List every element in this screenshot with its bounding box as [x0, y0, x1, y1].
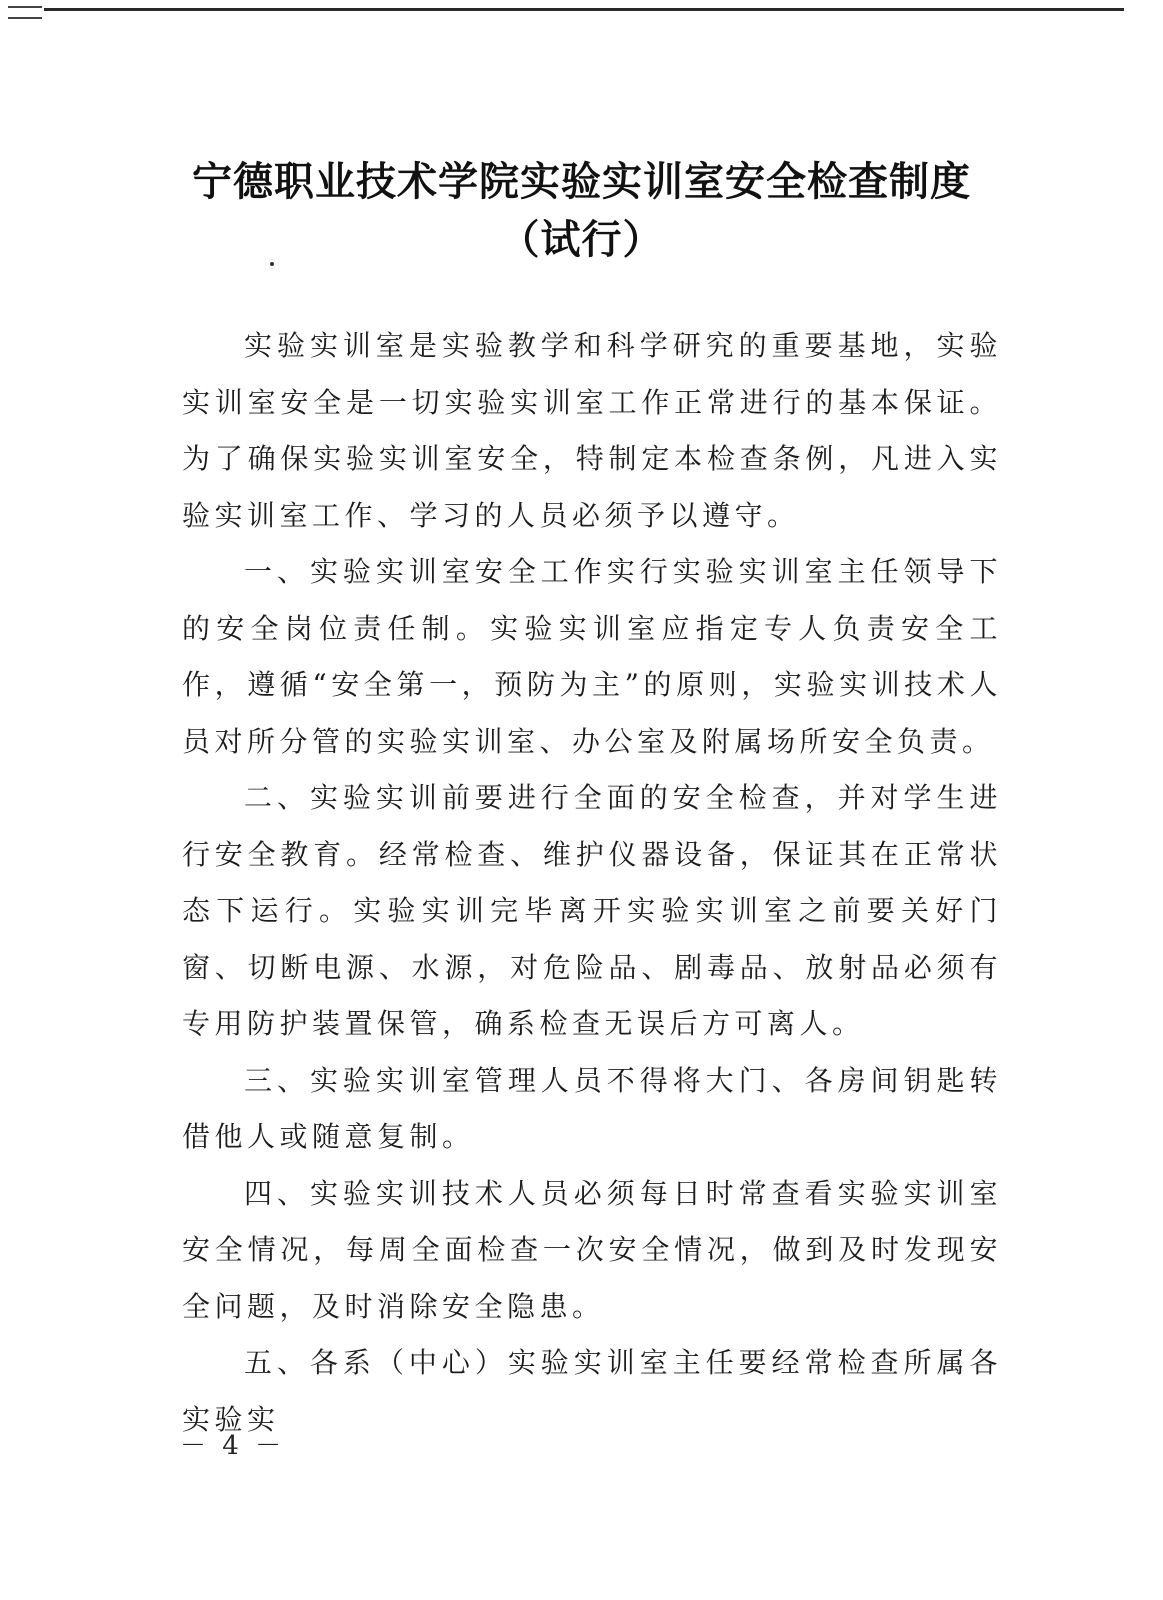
scan-corner-mark [8, 6, 42, 19]
document-title: 宁德职业技术学院实验实训室安全检查制度 [192, 159, 971, 205]
paragraph-item-3: 三、实验实训室管理人员不得将大门、各房间钥匙转借他人或随意复制。 [182, 1063, 1002, 1153]
document-body [182, 318, 1002, 1448]
page-number: － 4 － [180, 1431, 286, 1461]
scan-top-border [44, 8, 1124, 11]
paragraph-item-1: 一、实验实训室安全工作实行实验实训室主任领导下的安全岗位责任制。实验实训室应指定专人负责安全工作，遵循“安全第一，预防为主”的原则，实验实训技术人员对所分管的实验实训室、办公室及附属场所安全负责。 [182, 555, 1002, 758]
paragraph-item-2: 二、实验实训前要进行全面的安全检查，并对学生进行安全教育。经常检查、维护仪器设备，保证其在正常状态下运行。实验实训完毕离开实验实训室之前要关好门窗、切断电源、水源，对危险品、剧毒品、放射品必须有专用防护装置保管，确系检查无误后方可离人。 [182, 781, 1002, 1040]
paragraph-item-5: 五、各系（中心）实验实训室主任要经常检查所属各实验实 [182, 1346, 1002, 1436]
paragraph-intro: 实验实训室是实验教学和科学研究的重要基地，实验实训室安全是一切实验实训室工作正常进行的基本保证。为了确保实验实训室安全，特制定本检查条例，凡进入实验实训室工作、学习的人员必须予以遵守。 [182, 329, 1002, 532]
paragraph-item-4: 四、实验实训技术人员必须每日时常查看实验实训室安全情况，每周全面检查一次安全情况，做到及时发现安全问题，及时消除安全隐患。 [182, 1176, 1002, 1323]
document-subtitle: （试行） [499, 217, 664, 263]
